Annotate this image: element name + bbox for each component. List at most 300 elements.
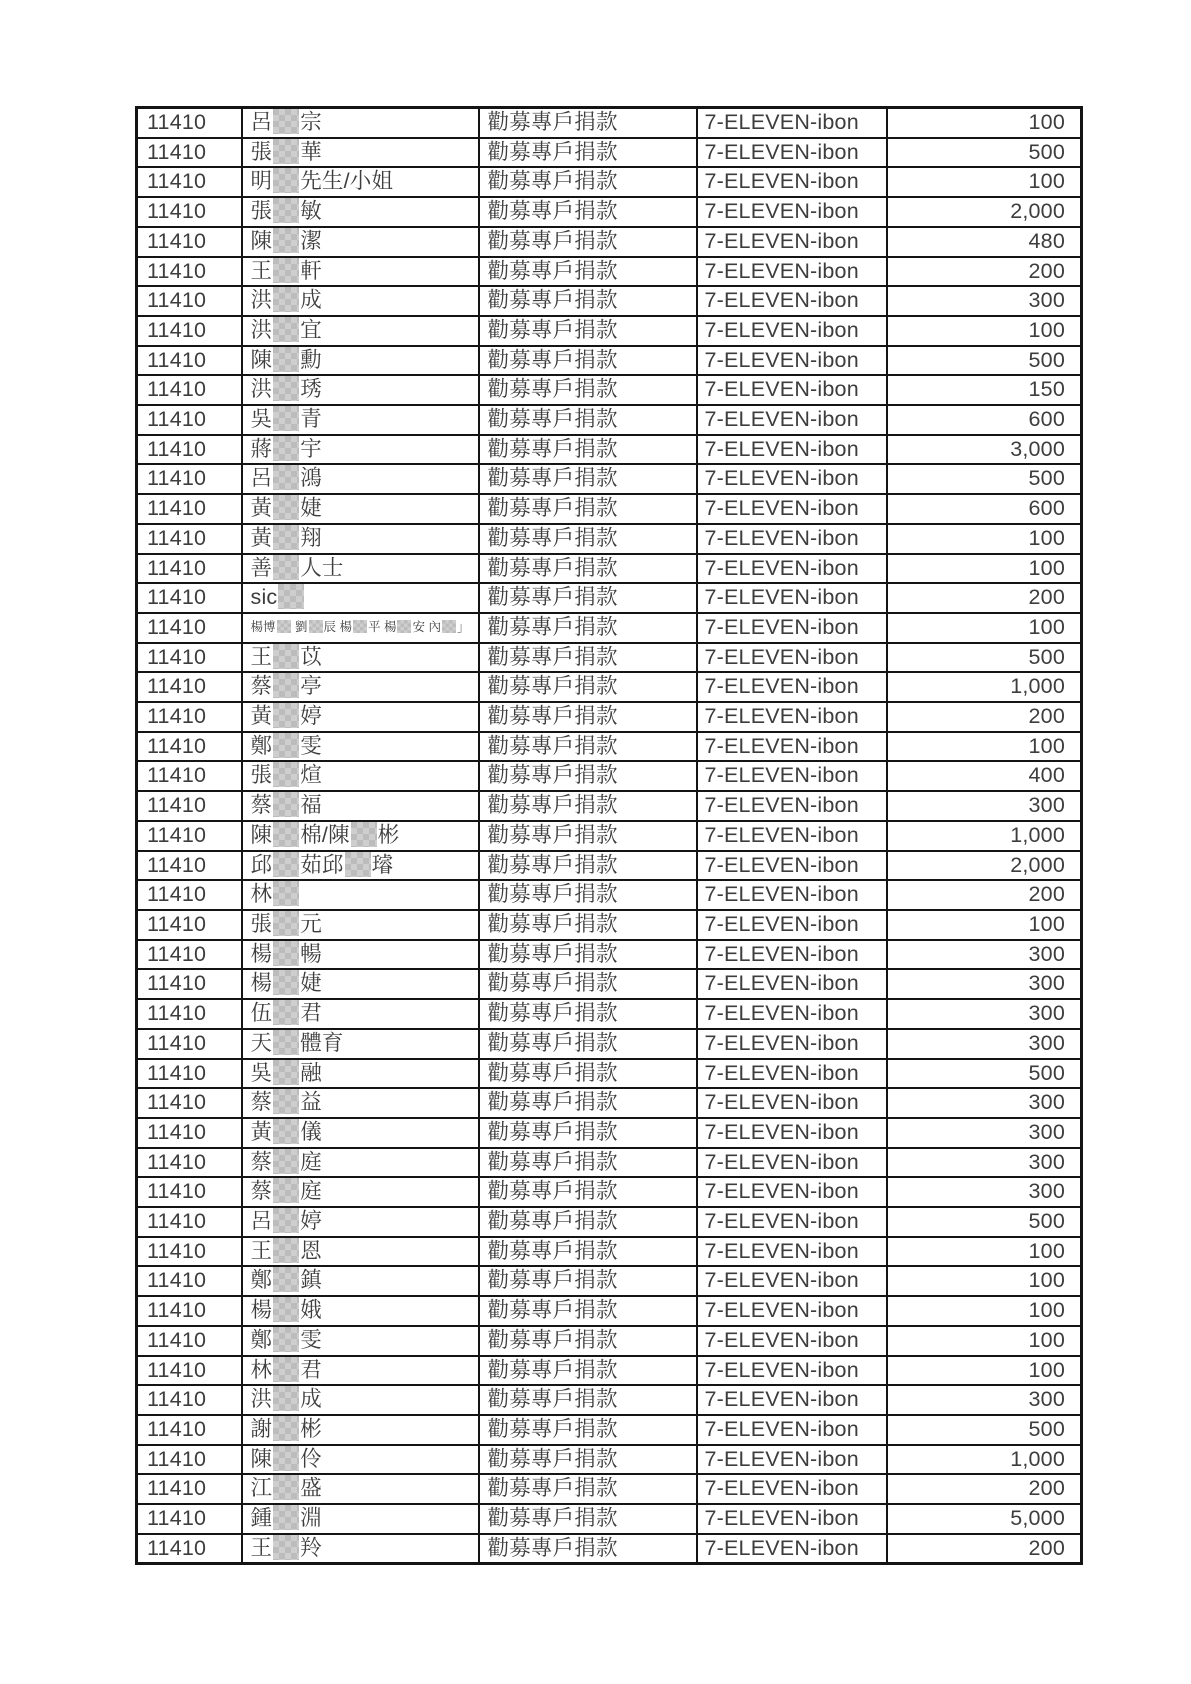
amount-cell: 300 xyxy=(887,999,1082,1029)
amount-cell: 200 xyxy=(887,1474,1082,1504)
channel-cell: 7-ELEVEN-ibon xyxy=(697,167,887,197)
channel-cell: 7-ELEVEN-ibon xyxy=(697,1029,887,1059)
channel-cell: 7-ELEVEN-ibon xyxy=(697,583,887,613)
donation-code-cell: 11410 xyxy=(137,672,242,702)
table-row xyxy=(137,1059,1082,1089)
redaction-block xyxy=(273,555,299,580)
donation-type-cell: 勸募專戶捐款 xyxy=(479,1266,697,1296)
donation-code-cell: 11410 xyxy=(137,316,242,346)
donation-type-cell: 勸募專戶捐款 xyxy=(479,851,697,881)
donation-type-cell: 勸募專戶捐款 xyxy=(479,583,697,613)
redaction-block xyxy=(273,1386,299,1411)
donation-code-cell: 11410 xyxy=(137,1415,242,1445)
donor-name-cell: 謝 彬 xyxy=(242,1415,479,1445)
donation-type-cell: 勸募專戶捐款 xyxy=(479,1088,697,1118)
donation-code-cell: 11410 xyxy=(137,1534,242,1564)
donation-code-cell: 11410 xyxy=(137,524,242,554)
channel-cell: 7-ELEVEN-ibon xyxy=(697,1385,887,1415)
donor-name-cell: sic xyxy=(242,583,479,613)
redaction-block xyxy=(273,733,299,758)
donation-type-cell: 勸募專戶捐款 xyxy=(479,227,697,257)
table-row xyxy=(137,1118,1082,1148)
table-row xyxy=(137,108,1082,138)
redaction-block xyxy=(273,1030,299,1055)
amount-cell: 200 xyxy=(887,583,1082,613)
table-row xyxy=(137,910,1082,940)
donation-type-cell: 勸募專戶捐款 xyxy=(479,643,697,673)
table-row xyxy=(137,1029,1082,1059)
redaction-block xyxy=(351,822,377,847)
channel-cell: 7-ELEVEN-ibon xyxy=(697,643,887,673)
amount-cell: 150 xyxy=(887,375,1082,405)
table-row xyxy=(137,1504,1082,1534)
donation-code-cell: 11410 xyxy=(137,108,242,138)
channel-cell: 7-ELEVEN-ibon xyxy=(697,910,887,940)
redaction-block xyxy=(273,941,299,966)
table-row xyxy=(137,583,1082,613)
donor-name-cell: 王 軒 xyxy=(242,257,479,287)
donation-code-cell: 11410 xyxy=(137,1059,242,1089)
amount-cell: 100 xyxy=(887,613,1082,643)
donor-name-cell: 鍾 淵 xyxy=(242,1504,479,1534)
donation-type-cell: 勸募專戶捐款 xyxy=(479,1445,697,1475)
donation-code-cell: 11410 xyxy=(137,1504,242,1534)
donor-name-cell: 天 體育 xyxy=(242,1029,479,1059)
channel-cell: 7-ELEVEN-ibon xyxy=(697,1088,887,1118)
amount-cell: 100 xyxy=(887,910,1082,940)
donor-name-cell: 江 盛 xyxy=(242,1474,479,1504)
channel-cell: 7-ELEVEN-ibon xyxy=(697,613,887,643)
donation-type-cell: 勸募專戶捐款 xyxy=(479,1415,697,1445)
redaction-block xyxy=(273,881,299,906)
donation-type-cell: 勸募專戶捐款 xyxy=(479,1326,697,1356)
amount-cell: 5,000 xyxy=(887,1504,1082,1534)
redaction-block xyxy=(278,584,304,609)
table-row xyxy=(137,405,1082,435)
channel-cell: 7-ELEVEN-ibon xyxy=(697,197,887,227)
table-row xyxy=(137,821,1082,851)
donation-type-cell: 勸募專戶捐款 xyxy=(479,732,697,762)
channel-cell: 7-ELEVEN-ibon xyxy=(697,346,887,376)
redaction-block xyxy=(273,198,299,223)
channel-cell: 7-ELEVEN-ibon xyxy=(697,1415,887,1445)
donor-name-cell: 陳 棉/陳 彬 xyxy=(242,821,479,851)
amount-cell: 100 xyxy=(887,167,1082,197)
donor-name-cell: 邱 茹邱 璿 xyxy=(242,851,479,881)
donor-name-cell: 呂 鴻 xyxy=(242,464,479,494)
redaction-block xyxy=(345,852,371,877)
donation-code-cell: 11410 xyxy=(137,138,242,168)
redaction-block xyxy=(273,1089,299,1114)
donation-type-cell: 勸募專戶捐款 xyxy=(479,1029,697,1059)
donation-type-cell: 勸募專戶捐款 xyxy=(479,524,697,554)
donation-code-cell: 11410 xyxy=(137,1326,242,1356)
amount-cell: 100 xyxy=(887,1356,1082,1386)
donation-type-cell: 勸募專戶捐款 xyxy=(479,375,697,405)
table-row xyxy=(137,1415,1082,1445)
donation-code-cell: 11410 xyxy=(137,969,242,999)
donation-type-cell: 勸募專戶捐款 xyxy=(479,880,697,910)
amount-cell: 300 xyxy=(887,791,1082,821)
channel-cell: 7-ELEVEN-ibon xyxy=(697,1445,887,1475)
amount-cell: 500 xyxy=(887,1207,1082,1237)
amount-cell: 500 xyxy=(887,346,1082,376)
table-row xyxy=(137,227,1082,257)
donation-type-cell: 勸募專戶捐款 xyxy=(479,286,697,316)
redaction-block xyxy=(273,1000,299,1025)
channel-cell: 7-ELEVEN-ibon xyxy=(697,821,887,851)
donation-type-cell: 勸募專戶捐款 xyxy=(479,1504,697,1534)
amount-cell: 600 xyxy=(887,405,1082,435)
donation-code-cell: 11410 xyxy=(137,554,242,584)
amount-cell: 300 xyxy=(887,940,1082,970)
donation-code-cell: 11410 xyxy=(137,1296,242,1326)
donation-code-cell: 11410 xyxy=(137,1445,242,1475)
redaction-block xyxy=(273,406,299,431)
amount-cell: 1,000 xyxy=(887,672,1082,702)
amount-cell: 500 xyxy=(887,1059,1082,1089)
channel-cell: 7-ELEVEN-ibon xyxy=(697,999,887,1029)
donation-type-cell: 勸募專戶捐款 xyxy=(479,969,697,999)
donation-code-cell: 11410 xyxy=(137,643,242,673)
channel-cell: 7-ELEVEN-ibon xyxy=(697,227,887,257)
amount-cell: 100 xyxy=(887,1237,1082,1267)
table-row xyxy=(137,940,1082,970)
redaction-block xyxy=(273,1238,299,1263)
table-row xyxy=(137,316,1082,346)
redaction-block xyxy=(353,620,367,633)
donation-code-cell: 11410 xyxy=(137,1266,242,1296)
table-row xyxy=(137,1207,1082,1237)
channel-cell: 7-ELEVEN-ibon xyxy=(697,761,887,791)
donation-type-cell: 勸募專戶捐款 xyxy=(479,821,697,851)
donor-name-cell: 張 元 xyxy=(242,910,479,940)
table-row xyxy=(137,1326,1082,1356)
channel-cell: 7-ELEVEN-ibon xyxy=(697,1177,887,1207)
channel-cell: 7-ELEVEN-ibon xyxy=(697,732,887,762)
donor-name-cell: 張 敏 xyxy=(242,197,479,227)
donation-code-cell: 11410 xyxy=(137,1207,242,1237)
table-row xyxy=(137,554,1082,584)
donation-type-cell: 勸募專戶捐款 xyxy=(479,405,697,435)
amount-cell: 200 xyxy=(887,702,1082,732)
amount-cell: 2,000 xyxy=(887,197,1082,227)
amount-cell: 300 xyxy=(887,969,1082,999)
amount-cell: 300 xyxy=(887,1029,1082,1059)
redaction-block xyxy=(273,287,299,312)
donor-name-cell: 楊博 劉 辰 楊 平 楊 安 內 」 xyxy=(242,613,479,643)
amount-cell: 300 xyxy=(887,1385,1082,1415)
donation-type-cell: 勸募專戶捐款 xyxy=(479,257,697,287)
donation-type-cell: 勸募專戶捐款 xyxy=(479,1118,697,1148)
table-row xyxy=(137,613,1082,643)
channel-cell: 7-ELEVEN-ibon xyxy=(697,1504,887,1534)
redaction-block xyxy=(273,228,299,253)
channel-cell: 7-ELEVEN-ibon xyxy=(697,1118,887,1148)
donor-name-cell: 洪 成 xyxy=(242,1385,479,1415)
channel-cell: 7-ELEVEN-ibon xyxy=(697,1356,887,1386)
amount-cell: 300 xyxy=(887,286,1082,316)
channel-cell: 7-ELEVEN-ibon xyxy=(697,405,887,435)
donor-name-cell: 洪 琇 xyxy=(242,375,479,405)
redaction-block xyxy=(273,1475,299,1500)
donor-name-cell: 張 華 xyxy=(242,138,479,168)
channel-cell: 7-ELEVEN-ibon xyxy=(697,524,887,554)
donation-type-cell: 勸募專戶捐款 xyxy=(479,1296,697,1326)
redaction-block xyxy=(309,620,323,633)
donor-name-cell: 吳 融 xyxy=(242,1059,479,1089)
donation-type-cell: 勸募專戶捐款 xyxy=(479,910,697,940)
donation-code-cell: 11410 xyxy=(137,999,242,1029)
amount-cell: 300 xyxy=(887,1148,1082,1178)
donation-type-cell: 勸募專戶捐款 xyxy=(479,672,697,702)
redaction-block xyxy=(273,1446,299,1471)
donation-type-cell: 勸募專戶捐款 xyxy=(479,1534,697,1564)
redaction-block xyxy=(273,822,299,847)
donor-name-cell: 鄭 雯 xyxy=(242,732,479,762)
donation-type-cell: 勸募專戶捐款 xyxy=(479,494,697,524)
channel-cell: 7-ELEVEN-ibon xyxy=(697,672,887,702)
amount-cell: 3,000 xyxy=(887,435,1082,465)
channel-cell: 7-ELEVEN-ibon xyxy=(697,1059,887,1089)
table-row xyxy=(137,1296,1082,1326)
amount-cell: 1,000 xyxy=(887,821,1082,851)
donor-name-cell: 伍 君 xyxy=(242,999,479,1029)
donor-name-cell: 陳 伶 xyxy=(242,1445,479,1475)
channel-cell: 7-ELEVEN-ibon xyxy=(697,1296,887,1326)
donation-type-cell: 勸募專戶捐款 xyxy=(479,1177,697,1207)
donation-table xyxy=(135,106,1083,1565)
amount-cell: 400 xyxy=(887,761,1082,791)
redaction-block xyxy=(277,620,291,633)
amount-cell: 100 xyxy=(887,1296,1082,1326)
donation-code-cell: 11410 xyxy=(137,1177,242,1207)
donation-code-cell: 11410 xyxy=(137,761,242,791)
donor-name-cell: 呂 宗 xyxy=(242,108,479,138)
donation-type-cell: 勸募專戶捐款 xyxy=(479,197,697,227)
table-row xyxy=(137,435,1082,465)
channel-cell: 7-ELEVEN-ibon xyxy=(697,1534,887,1564)
donor-name-cell: 鄭 鎮 xyxy=(242,1266,479,1296)
table-row xyxy=(137,346,1082,376)
donation-type-cell: 勸募專戶捐款 xyxy=(479,554,697,584)
redaction-block xyxy=(273,1505,299,1530)
donation-code-cell: 11410 xyxy=(137,851,242,881)
channel-cell: 7-ELEVEN-ibon xyxy=(697,880,887,910)
redaction-block xyxy=(273,347,299,372)
donation-type-cell: 勸募專戶捐款 xyxy=(479,702,697,732)
table-row xyxy=(137,851,1082,881)
donor-name-cell: 黃 婕 xyxy=(242,494,479,524)
amount-cell: 100 xyxy=(887,108,1082,138)
channel-cell: 7-ELEVEN-ibon xyxy=(697,435,887,465)
donation-type-cell: 勸募專戶捐款 xyxy=(479,1207,697,1237)
redaction-block xyxy=(273,109,299,134)
channel-cell: 7-ELEVEN-ibon xyxy=(697,791,887,821)
amount-cell: 200 xyxy=(887,880,1082,910)
donation-code-cell: 11410 xyxy=(137,880,242,910)
channel-cell: 7-ELEVEN-ibon xyxy=(697,464,887,494)
channel-cell: 7-ELEVEN-ibon xyxy=(697,940,887,970)
table-row xyxy=(137,761,1082,791)
table-row xyxy=(137,643,1082,673)
donation-code-cell: 11410 xyxy=(137,464,242,494)
redaction-block xyxy=(273,792,299,817)
donor-name-cell: 蔡 亭 xyxy=(242,672,479,702)
donation-code-cell: 11410 xyxy=(137,910,242,940)
channel-cell: 7-ELEVEN-ibon xyxy=(697,1148,887,1178)
donation-type-cell: 勸募專戶捐款 xyxy=(479,138,697,168)
redaction-block xyxy=(397,620,411,633)
donor-name-cell: 明 先生/小姐 xyxy=(242,167,479,197)
table-row xyxy=(137,257,1082,287)
amount-cell: 100 xyxy=(887,732,1082,762)
donor-name-cell: 王 苡 xyxy=(242,643,479,673)
table-row xyxy=(137,138,1082,168)
redaction-block xyxy=(442,620,456,633)
donor-name-cell: 蔡 福 xyxy=(242,791,479,821)
donation-code-cell: 11410 xyxy=(137,375,242,405)
table-row xyxy=(137,1474,1082,1504)
amount-cell: 200 xyxy=(887,257,1082,287)
redaction-block xyxy=(273,258,299,283)
donor-name-cell: 鄭 雯 xyxy=(242,1326,479,1356)
redaction-block xyxy=(273,1535,299,1560)
amount-cell: 100 xyxy=(887,554,1082,584)
table-row xyxy=(137,1266,1082,1296)
donation-code-cell: 11410 xyxy=(137,1148,242,1178)
channel-cell: 7-ELEVEN-ibon xyxy=(697,702,887,732)
donation-code-cell: 11410 xyxy=(137,494,242,524)
redaction-block xyxy=(273,1357,299,1382)
donor-name-cell: 王 羚 xyxy=(242,1534,479,1564)
redaction-block xyxy=(273,139,299,164)
channel-cell: 7-ELEVEN-ibon xyxy=(697,494,887,524)
channel-cell: 7-ELEVEN-ibon xyxy=(697,108,887,138)
redaction-block xyxy=(273,376,299,401)
channel-cell: 7-ELEVEN-ibon xyxy=(697,1474,887,1504)
amount-cell: 500 xyxy=(887,138,1082,168)
donor-name-cell: 陳 潔 xyxy=(242,227,479,257)
channel-cell: 7-ELEVEN-ibon xyxy=(697,1326,887,1356)
amount-cell: 600 xyxy=(887,494,1082,524)
amount-cell: 100 xyxy=(887,316,1082,346)
donation-code-cell: 11410 xyxy=(137,227,242,257)
redaction-block xyxy=(273,317,299,342)
donation-code-cell: 11410 xyxy=(137,1356,242,1386)
table-row xyxy=(137,1088,1082,1118)
table-row xyxy=(137,1445,1082,1475)
channel-cell: 7-ELEVEN-ibon xyxy=(697,257,887,287)
donor-name-cell: 善 人士 xyxy=(242,554,479,584)
donation-code-cell: 11410 xyxy=(137,286,242,316)
redaction-block xyxy=(273,1416,299,1441)
donor-name-cell: 黃 婷 xyxy=(242,702,479,732)
table-row xyxy=(137,791,1082,821)
donor-name-cell: 陳 勳 xyxy=(242,346,479,376)
table-row xyxy=(137,880,1082,910)
donation-code-cell: 11410 xyxy=(137,732,242,762)
donation-code-cell: 11410 xyxy=(137,346,242,376)
donor-name-cell: 洪 成 xyxy=(242,286,479,316)
redaction-block xyxy=(273,1178,299,1203)
redaction-block xyxy=(273,1149,299,1174)
donation-table-body xyxy=(137,108,1082,1564)
table-row xyxy=(137,197,1082,227)
redaction-block xyxy=(273,1297,299,1322)
redaction-block xyxy=(273,436,299,461)
donation-type-cell: 勸募專戶捐款 xyxy=(479,1148,697,1178)
amount-cell: 500 xyxy=(887,464,1082,494)
table-row xyxy=(137,1148,1082,1178)
amount-cell: 500 xyxy=(887,643,1082,673)
redaction-block xyxy=(273,852,299,877)
donor-name-cell: 林 君 xyxy=(242,1356,479,1386)
redaction-block xyxy=(273,762,299,787)
donation-type-cell: 勸募專戶捐款 xyxy=(479,791,697,821)
donor-name-cell: 蔡 庭 xyxy=(242,1177,479,1207)
donation-type-cell: 勸募專戶捐款 xyxy=(479,464,697,494)
donation-type-cell: 勸募專戶捐款 xyxy=(479,613,697,643)
redaction-block xyxy=(273,1267,299,1292)
donation-type-cell: 勸募專戶捐款 xyxy=(479,1474,697,1504)
channel-cell: 7-ELEVEN-ibon xyxy=(697,1207,887,1237)
donation-code-cell: 11410 xyxy=(137,167,242,197)
donation-type-cell: 勸募專戶捐款 xyxy=(479,1237,697,1267)
channel-cell: 7-ELEVEN-ibon xyxy=(697,286,887,316)
donation-code-cell: 11410 xyxy=(137,1237,242,1267)
donation-type-cell: 勸募專戶捐款 xyxy=(479,167,697,197)
table-row xyxy=(137,702,1082,732)
amount-cell: 100 xyxy=(887,1326,1082,1356)
donor-name-cell: 黃 儀 xyxy=(242,1118,479,1148)
donation-type-cell: 勸募專戶捐款 xyxy=(479,346,697,376)
donor-name-cell: 林 xyxy=(242,880,479,910)
donation-code-cell: 11410 xyxy=(137,791,242,821)
donation-type-cell: 勸募專戶捐款 xyxy=(479,316,697,346)
donation-code-cell: 11410 xyxy=(137,1474,242,1504)
amount-cell: 100 xyxy=(887,1266,1082,1296)
channel-cell: 7-ELEVEN-ibon xyxy=(697,969,887,999)
redaction-block xyxy=(273,1060,299,1085)
donation-type-cell: 勸募專戶捐款 xyxy=(479,1356,697,1386)
donor-name-cell: 洪 宜 xyxy=(242,316,479,346)
donation-type-cell: 勸募專戶捐款 xyxy=(479,999,697,1029)
donor-name-cell: 呂 婷 xyxy=(242,1207,479,1237)
donor-name-cell: 王 恩 xyxy=(242,1237,479,1267)
amount-cell: 300 xyxy=(887,1118,1082,1148)
donation-type-cell: 勸募專戶捐款 xyxy=(479,108,697,138)
redaction-block xyxy=(273,644,299,669)
donation-code-cell: 11410 xyxy=(137,583,242,613)
donor-name-cell: 黃 翔 xyxy=(242,524,479,554)
redaction-block xyxy=(273,703,299,728)
table-row xyxy=(137,524,1082,554)
donation-type-cell: 勸募專戶捐款 xyxy=(479,1385,697,1415)
redaction-block xyxy=(273,970,299,995)
table-row xyxy=(137,1177,1082,1207)
redaction-block xyxy=(273,525,299,550)
donor-name-cell: 吳 青 xyxy=(242,405,479,435)
channel-cell: 7-ELEVEN-ibon xyxy=(697,375,887,405)
table-row xyxy=(137,375,1082,405)
amount-cell: 100 xyxy=(887,524,1082,554)
donation-code-cell: 11410 xyxy=(137,702,242,732)
table-row xyxy=(137,672,1082,702)
table-row xyxy=(137,999,1082,1029)
channel-cell: 7-ELEVEN-ibon xyxy=(697,1266,887,1296)
donation-type-cell: 勸募專戶捐款 xyxy=(479,761,697,791)
